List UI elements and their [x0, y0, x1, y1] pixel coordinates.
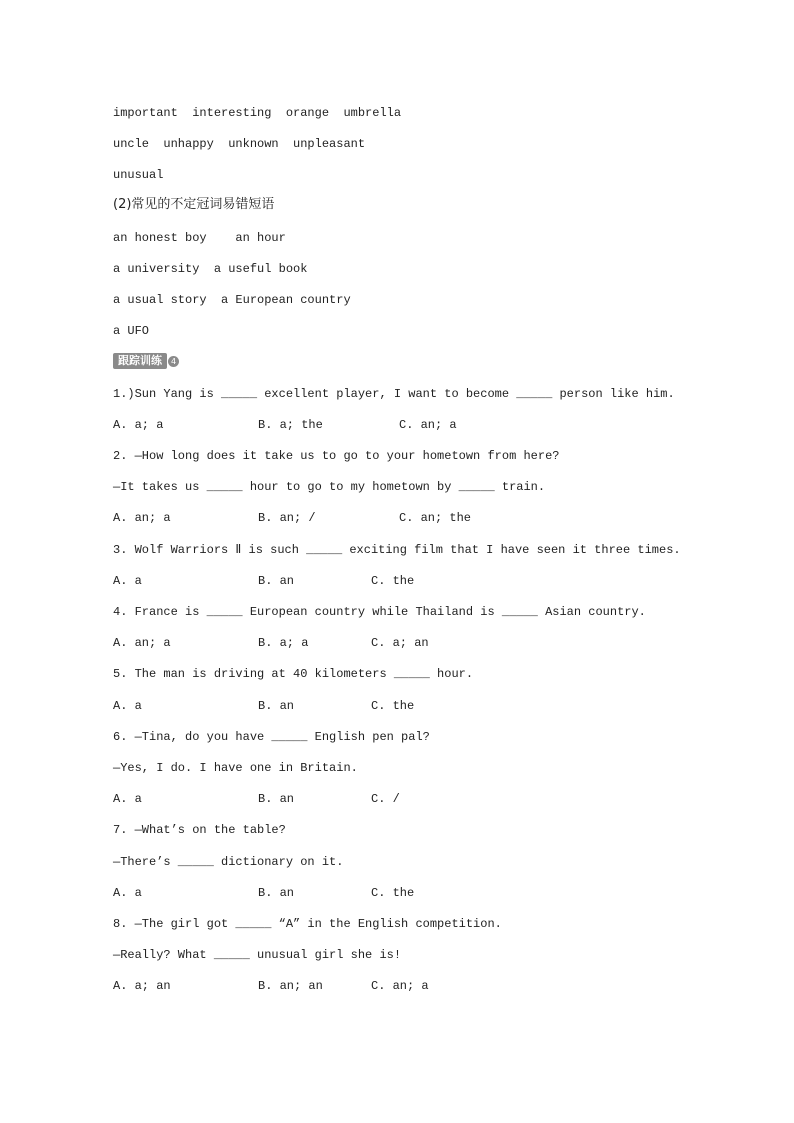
question-6-option-a: A. a	[113, 792, 142, 806]
question-3-option-a: A. a	[113, 574, 142, 588]
question-4-text: 4. France is _____ European country while Thailand is _____ Asian country.	[113, 605, 646, 619]
question-5-option-a: A. a	[113, 699, 142, 713]
question-7-option-b: B. an	[258, 886, 295, 900]
question-6-option-b: B. an	[258, 792, 295, 806]
practice-badge-number: 4	[168, 356, 179, 367]
question-1-option-a: A. a; a	[113, 418, 164, 432]
phrase-line: a UFO	[113, 324, 150, 338]
vocab-line-2: uncle unhappy unknown unpleasant	[113, 137, 366, 151]
question-3-option-b: B. an	[258, 574, 295, 588]
question-2-option-c: C. an; the	[399, 511, 472, 525]
question-5-option-c: C. the	[371, 699, 415, 713]
vocab-line-3: unusual	[113, 168, 164, 182]
question-7-option-c: C. the	[371, 886, 415, 900]
question-7-text: 7. —What’s on the table?	[113, 823, 286, 837]
question-8-reply: —Really? What _____ unusual girl she is!	[113, 948, 402, 962]
question-5-text: 5. The man is driving at 40 kilometers _____ hour.	[113, 667, 474, 681]
question-3-option-c: C. the	[371, 574, 415, 588]
question-8-option-b: B. an; an	[258, 979, 323, 993]
question-4-option-b: B. a; a	[258, 636, 309, 650]
question-2-option-a: A. an; a	[113, 511, 171, 525]
question-8-text: 8. —The girl got _____ “A” in the English competition.	[113, 917, 502, 931]
question-6-option-c: C. /	[371, 792, 400, 806]
section-heading: (2)常见的不定冠词易错短语	[113, 197, 275, 212]
question-4-option-c: C. a; an	[371, 636, 429, 650]
question-3-text: 3. Wolf Warriors Ⅱ is such _____ exciting film that I have seen it three times.	[113, 543, 681, 557]
question-2-text: 2. —How long does it take us to go to your hometown from here?	[113, 449, 560, 463]
practice-badge-label: 跟踪训练	[113, 353, 167, 369]
phrase-line: an honest boy an hour	[113, 231, 286, 245]
question-7-reply: —There’s _____ dictionary on it.	[113, 855, 344, 869]
phrase-line: a usual story a European country	[113, 293, 351, 307]
question-2-option-b: B. an; /	[258, 511, 316, 525]
question-8-option-c: C. an; a	[371, 979, 429, 993]
question-4-option-a: A. an; a	[113, 636, 171, 650]
question-1-option-c: C. an; a	[399, 418, 457, 432]
question-7-option-a: A. a	[113, 886, 142, 900]
question-5-option-b: B. an	[258, 699, 295, 713]
phrase-line: a university a useful book	[113, 262, 308, 276]
vocab-line-1: important interesting orange umbrella	[113, 106, 402, 120]
question-2-reply: —It takes us _____ hour to go to my hometown by _____ train.	[113, 480, 546, 494]
question-6-reply: —Yes, I do. I have one in Britain.	[113, 761, 358, 775]
question-1-option-b: B. a; the	[258, 418, 323, 432]
question-1-text: 1.)Sun Yang is _____ excellent player, I want to become _____ person like him.	[113, 387, 675, 401]
question-6-text: 6. —Tina, do you have _____ English pen pal?	[113, 730, 430, 744]
practice-badge	[113, 353, 179, 369]
question-8-option-a: A. a; an	[113, 979, 171, 993]
